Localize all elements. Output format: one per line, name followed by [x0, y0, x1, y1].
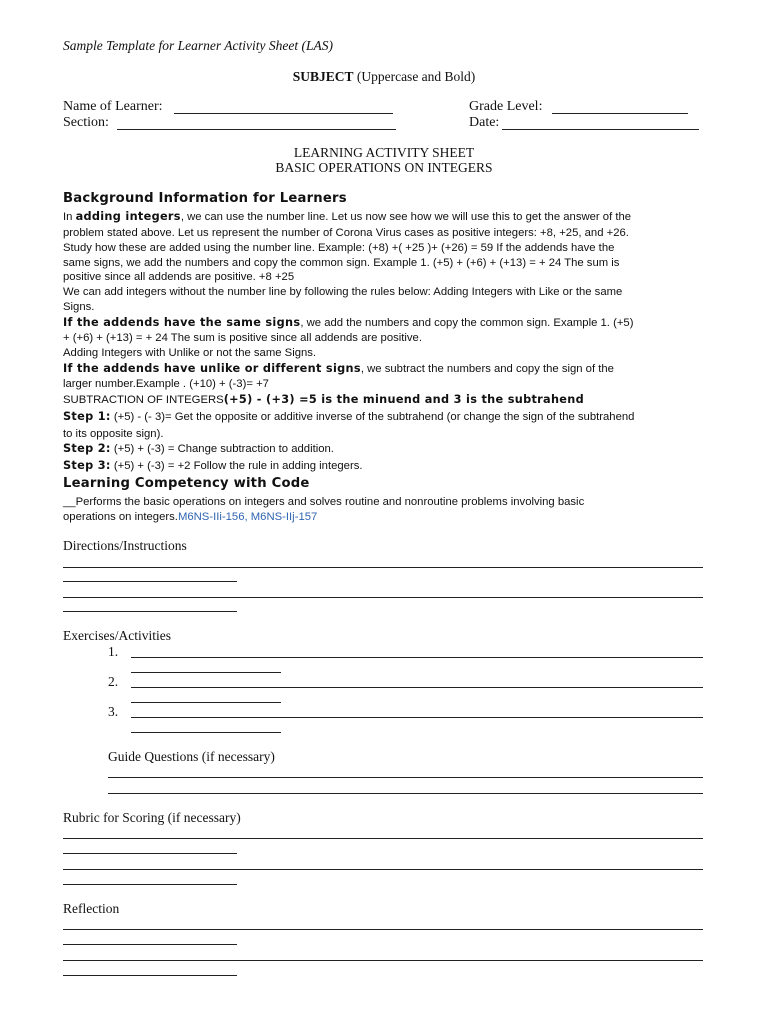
answer-line[interactable]	[63, 853, 237, 854]
subtraction-label: SUBTRACTION OF INTEGERS	[63, 394, 224, 406]
exercise-answer-line[interactable]	[131, 657, 703, 658]
template-note: Sample Template for Learner Activity Sheet (LAS)	[63, 38, 333, 53]
guide-questions-heading: Guide Questions (if necessary)	[108, 749, 275, 764]
grade-level-field[interactable]	[552, 113, 688, 114]
exercise-number: 2.	[108, 674, 119, 689]
background-line: larger number.Example . (+10) + (-3)= +7	[63, 378, 269, 390]
background-line: problem stated above. Let us represent the number of Corona Virus cases as positive integers: +8, +25, and +26.	[63, 227, 629, 239]
competency-line: operations on integers.M6NS-IIi-156, M6NS-IIj-157	[63, 511, 318, 523]
exercise-number: 3.	[108, 704, 119, 719]
competency-code: M6NS-IIi-156, M6NS-IIj-157	[177, 511, 318, 523]
date-label: Date:	[469, 115, 500, 130]
answer-line[interactable]	[63, 838, 703, 839]
competency-line: __Performs the basic operations on integers and solves routine and nonroutine problems involving basic	[63, 496, 585, 508]
answer-line[interactable]	[63, 869, 703, 870]
exercise-number: 1.	[108, 644, 119, 659]
name-of-learner-field[interactable]	[174, 113, 393, 114]
rubric-heading: Rubric for Scoring (if necessary)	[63, 810, 241, 825]
competency-heading: Learning Competency with Code	[63, 476, 310, 491]
exercise-answer-line[interactable]	[131, 702, 281, 703]
same-signs-emphasis: If the addends have the same signs	[63, 316, 301, 329]
answer-line[interactable]	[63, 944, 237, 945]
subtraction-heading-line	[63, 393, 584, 407]
answer-line[interactable]	[63, 567, 703, 568]
name-of-learner-label: Name of Learner:	[63, 99, 163, 114]
unlike-signs-emphasis: If the addends have unlike or different signs	[63, 362, 361, 375]
step-1: Step 1: (+5) - (- 3)= Get the opposite or additive inverse of the subtrahend (or change the sign of the subtrahend	[63, 410, 635, 423]
background-heading: Background Information for Learners	[63, 191, 347, 206]
unlike-signs-rule: If the addends have unlike or different signs, we subtract the numbers and copy the sign of the	[63, 362, 614, 375]
exercises-heading: Exercises/Activities	[63, 628, 171, 643]
directions-heading: Directions/Instructions	[63, 538, 187, 553]
answer-line[interactable]	[63, 929, 703, 930]
background-line: We can add integers without the number line by following the rules below: Adding Integers with Like or the same	[63, 286, 623, 298]
background-line: Signs.	[63, 301, 95, 313]
answer-line[interactable]	[63, 960, 703, 961]
section-field[interactable]	[117, 129, 396, 130]
background-line: positive since all addends are positive. +8 +25	[63, 271, 295, 283]
step-2: Step 2: (+5) + (-3) = Change subtraction to addition.	[63, 442, 334, 455]
answer-line[interactable]	[63, 611, 237, 612]
sheet-subtitle: BASIC OPERATIONS ON INTEGERS	[275, 160, 493, 175]
step-1-label: Step 1:	[63, 410, 111, 423]
background-line: Study how these are added using the number line. Example: (+8) +( +25 )+ (+26) = 59 If the addends have the	[63, 242, 615, 254]
step-3-label: Step 3:	[63, 459, 111, 472]
same-signs-rule: If the addends have the same signs, we add the numbers and copy the common sign. Example 1. (+5)	[63, 316, 634, 329]
grade-level-label: Grade Level:	[469, 99, 543, 114]
answer-line[interactable]	[63, 581, 237, 582]
section-label: Section:	[63, 115, 109, 130]
background-line: same signs, we add the numbers and copy the common sign. Example 1. (+5) + (+6) + (+13) = + 24 The sum is	[63, 257, 620, 269]
answer-line[interactable]	[63, 975, 237, 976]
guide-answer-line[interactable]	[108, 777, 703, 778]
subject-bold: SUBJECT	[292, 69, 354, 84]
background-line: + (+6) + (+13) = + 24 The sum is positive since all addends are positive.	[63, 332, 422, 344]
step-1-continued: to its opposite sign).	[63, 428, 164, 440]
exercise-answer-line[interactable]	[131, 717, 703, 718]
date-field[interactable]	[502, 129, 699, 130]
guide-answer-line[interactable]	[108, 793, 703, 794]
background-line: In adding integers, we can use the number line. Let us now see how we will use this to get the answer of the	[63, 210, 632, 223]
exercise-answer-line[interactable]	[131, 687, 703, 688]
exercise-answer-line[interactable]	[131, 672, 281, 673]
minuend-subtrahend-emphasis: (+5) - (+3) =5 is the minuend and 3 is the subtrahend	[223, 393, 584, 406]
subject-note: (Uppercase and Bold)	[353, 69, 476, 84]
step-3: Step 3: (+5) + (-3) = +2 Follow the rule in adding integers.	[63, 459, 363, 472]
step-2-label: Step 2:	[63, 442, 111, 455]
reflection-heading: Reflection	[63, 901, 120, 916]
answer-line[interactable]	[63, 597, 703, 598]
answer-line[interactable]	[63, 884, 237, 885]
subject-line	[0, 69, 768, 85]
adding-integers-emphasis: adding integers	[75, 210, 181, 223]
sheet-title: LEARNING ACTIVITY SHEET	[293, 145, 475, 160]
exercise-answer-line[interactable]	[131, 732, 281, 733]
background-line: Adding Integers with Unlike or not the same Signs.	[63, 347, 317, 359]
